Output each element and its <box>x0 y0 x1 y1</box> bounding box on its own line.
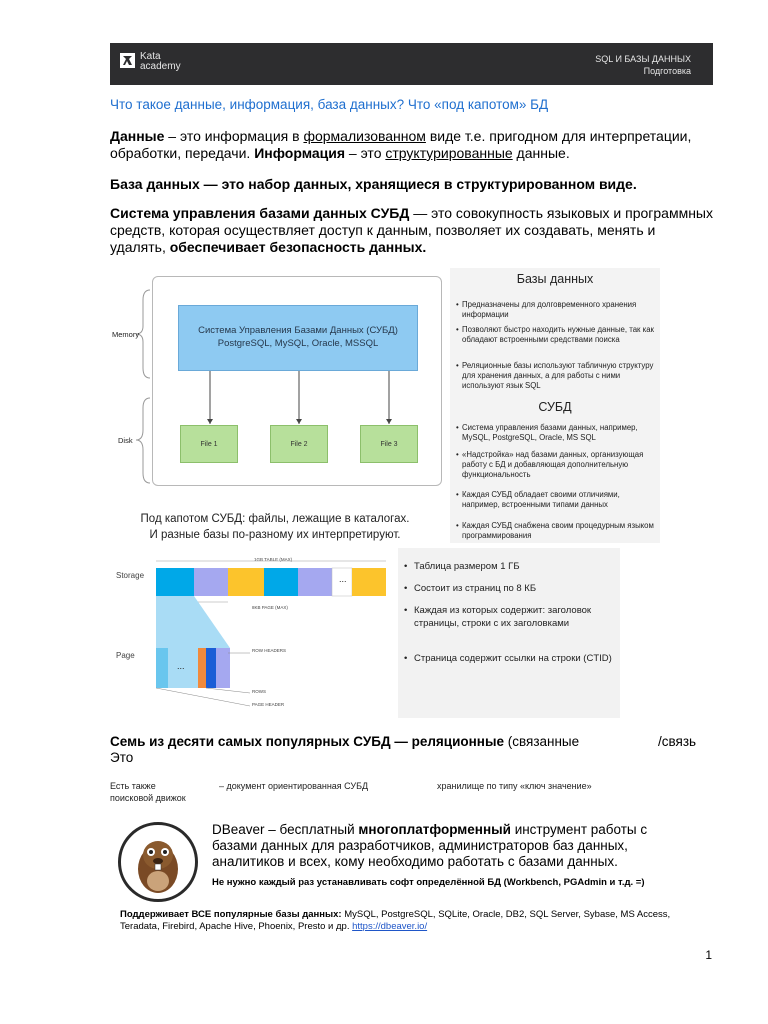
bullet-item: • Каждая СУБД обладает своими отличиями, например, встроенными типами данных <box>462 490 654 510</box>
page-ellipsis: ... <box>177 661 185 671</box>
storage-info-panel <box>398 548 620 718</box>
dbeaver-description: DBeaver – бесплатный многоплатформенный инструмент работы с базами данных для разработчиков, администраторов баз данных, аналитиков и всех, кому необходимо работать с базами данных. <box>212 822 648 869</box>
bullet-item: • Каждая СУБД снабжена своим процедурным языком программирования <box>462 521 654 541</box>
bullet-item: • Каждая из которых содержит: заголовок страницы, строки с их заголовками <box>414 604 614 630</box>
brand-name: Kata academy <box>140 51 181 72</box>
header-section: SQL И БАЗЫ ДАННЫХ Подготовка <box>595 54 691 76</box>
also-document-db: – документ ориентированная СУБД <box>219 781 369 791</box>
disk-label: Disk <box>118 436 133 445</box>
caption-line: Под капотом СУБД: файлы, лежащие в каталогах. <box>140 513 410 525</box>
relational-note: Семь из десяти самых популярных СУБД — реляционные (связанные <box>110 734 580 749</box>
storage-ellipsis: ... <box>339 574 347 584</box>
relational-note-line2: Это <box>110 750 134 765</box>
dbms-definition: Система управления базами данных СУБД — это совокупность языковых и программных средств, которая осуществляет доступ к данным, позволяет их создавать, менять и удалять, обеспечивает безопасность данных. <box>110 205 713 255</box>
table-size-label: 1GB TABLE (MAX) <box>254 557 293 562</box>
bullet-item: • Позволяют быстро находить нужные данные, так как обладают встроенными средствами поиска <box>462 325 654 345</box>
storage-page-diagram <box>110 548 620 718</box>
also-text: Есть также <box>110 781 156 791</box>
page-header-label: PAGE HEADER <box>252 702 285 707</box>
also-search-engine: поисковой движок <box>110 793 186 803</box>
bullet-item: • Страница содержит ссылки на строки (CTID) <box>414 652 614 665</box>
dbeaver-logo <box>118 822 198 902</box>
storage-label: Storage <box>116 571 145 580</box>
bullet-item: • Система управления базами данных, например, MySQL, PostgreSQL, Oracle, MS SQL <box>462 423 654 443</box>
page-size-label: 8KB PAGE (MAX) <box>252 605 288 610</box>
dbms-architecture-diagram <box>110 268 660 543</box>
caption-line: И разные базы по-разному их интерпретируют. <box>149 529 401 541</box>
bullet-item: • Реляционные базы используют табличную структуру для хранения данных, а для работы с ними используют язык SQL <box>462 361 654 391</box>
data-definition: Данные – это информация в формализованном виде т.е. пригодном для интерпретации, обработки, передачи. Информация – это структурированные данные. <box>110 128 692 161</box>
file-box: File 2 <box>270 425 328 463</box>
page-number: 1 <box>705 948 712 962</box>
row-headers-label: ROW HEADERS <box>252 648 287 653</box>
also-key-value: хранилище по типу «ключ значение» <box>437 781 592 791</box>
relational-note-tail: /связь <box>658 734 697 749</box>
rows-label: ROWS <box>252 689 266 694</box>
dbeaver-note: Не нужно каждый раз устанавливать софт определённой БД (Workbench, PGAdmin и т.д. =) <box>212 877 645 888</box>
dbms-box: Система Управления Базами Данных (СУБД) PostgreSQL, MySQL, Oracle, MSSQL <box>178 305 418 371</box>
bullet-item: • «Надстройка» над базами данных, организующая работу с БД и добавляющая дополнительную функциональность <box>462 450 654 480</box>
bullet-item: • Предназначены для долговременного хранения информации <box>462 300 654 320</box>
page-label: Page <box>116 651 135 660</box>
panel-title-databases: Базы данных <box>516 272 594 286</box>
bullet-item: • Состоит из страниц по 8 КБ <box>414 582 614 595</box>
file-box: File 3 <box>360 425 418 463</box>
beaver-icon <box>121 825 195 899</box>
header-bar <box>110 43 713 85</box>
panel-title-dbms: СУБД <box>538 400 572 414</box>
bullet-item: • Таблица размером 1 ГБ <box>414 560 614 573</box>
file-box: File 1 <box>180 425 238 463</box>
kata-logo-icon <box>120 53 135 68</box>
dbeaver-link[interactable]: https://dbeaver.io/ <box>352 921 428 932</box>
memory-label: Memory <box>112 330 140 339</box>
dbeaver-support: Поддерживает ВСЕ популярные базы данных: MySQL, PostgreSQL, SQLite, Oracle, DB2, SQL Server, Sybase, MS Access, Teradata, Firebird, Apache Hive, Phoenix, Presto и др. https://dbeaver.io/ <box>120 909 671 932</box>
database-definition: База данных — это набор данных, хранящиеся в структурированном виде. <box>110 176 637 192</box>
info-panel <box>450 268 660 543</box>
intro-question: Что такое данные, информация, база данных? Что «под капотом» БД <box>110 97 549 112</box>
